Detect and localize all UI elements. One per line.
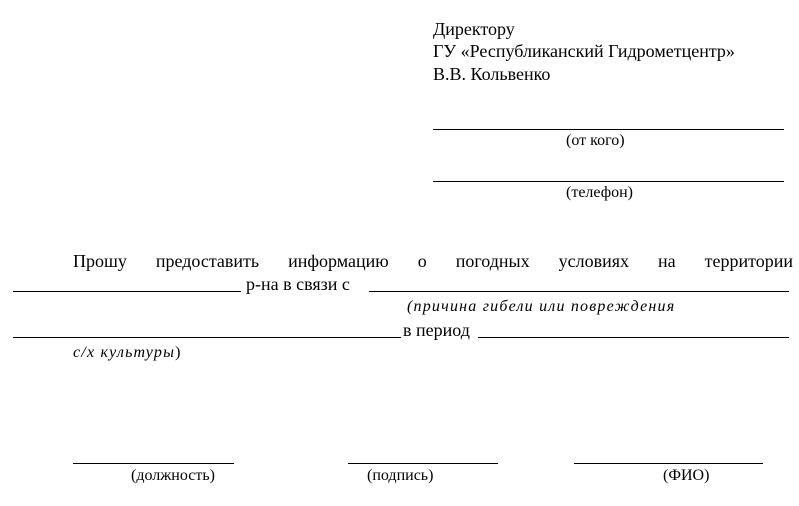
position-label: (должность): [131, 467, 215, 484]
region-suffix-text: р-на в связи с: [246, 274, 350, 294]
phone-field-label: (телефон): [566, 184, 633, 201]
addressee-line-name: В.В. Кольвенко: [433, 64, 551, 84]
request-word: условиях: [558, 251, 630, 271]
position-field-line[interactable]: [73, 463, 234, 464]
request-word: Прошу: [73, 251, 127, 271]
full-name-label: (ФИО): [663, 467, 710, 484]
addressee-line-organization: ГУ «Республиканский Гидрометцентр»: [433, 41, 735, 61]
period-text: в период: [403, 320, 470, 340]
request-word: предоставить: [155, 251, 260, 271]
addressee-line-director: Директору: [433, 19, 515, 39]
signature-label: (подпись): [367, 467, 434, 484]
reason-continuation-line[interactable]: [13, 337, 401, 338]
request-word: на: [658, 251, 676, 271]
reason-hint-continuation: с/х культуры): [73, 344, 181, 361]
reason-hint-text: (причина гибели или повреждения: [407, 298, 676, 315]
region-field-line[interactable]: [13, 291, 241, 292]
period-field-line[interactable]: [478, 337, 789, 338]
reason-field-line[interactable]: [369, 291, 789, 292]
request-word: о: [417, 251, 427, 271]
from-field-line[interactable]: [433, 129, 784, 130]
request-word: информацию: [288, 251, 389, 271]
signature-field-line[interactable]: [348, 463, 498, 464]
full-name-field-line[interactable]: [574, 463, 763, 464]
request-sentence: [73, 250, 793, 272]
from-field-label: (от кого): [566, 132, 625, 149]
phone-field-line[interactable]: [433, 181, 784, 182]
request-word: погодных: [455, 251, 530, 271]
request-word: территории: [704, 251, 793, 271]
